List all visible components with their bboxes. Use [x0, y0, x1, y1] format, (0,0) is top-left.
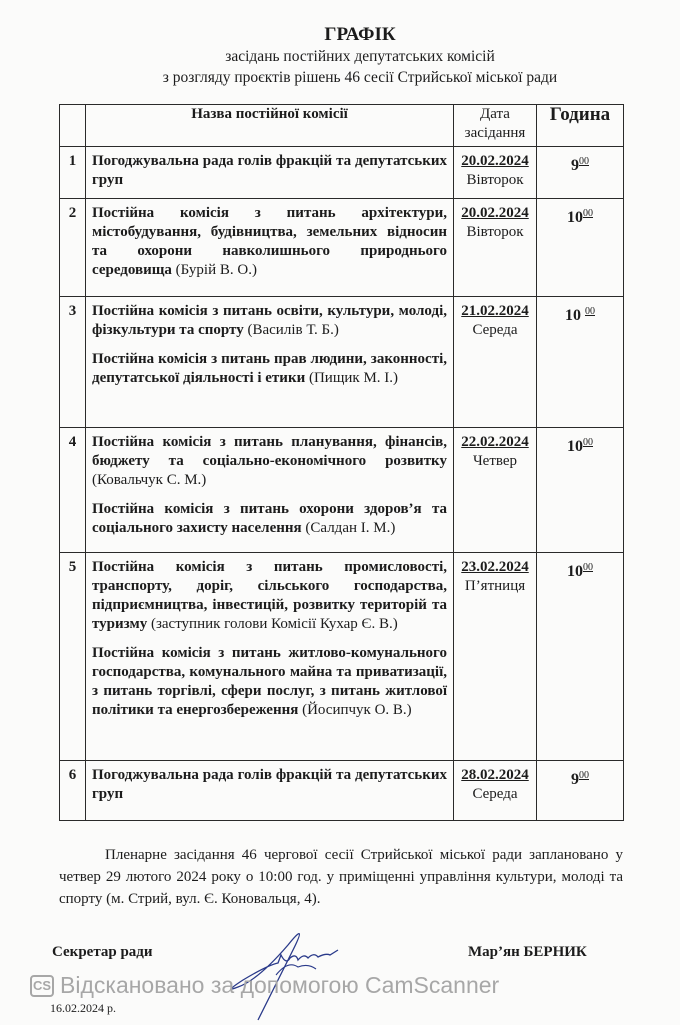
meeting-minutes: 00 [583, 562, 593, 573]
commission-entry [92, 152, 447, 190]
commission-title: Постійна комісія з питань охорони здоров’я та соціального захисту населення [92, 501, 447, 536]
meeting-minutes: 00 [579, 156, 589, 167]
meeting-date-cell [454, 199, 537, 297]
commission-title: Постійна комісія з питань планування, фінансів, бюджету та соціально-економічного розвитку [92, 434, 447, 469]
meeting-weekday: Вівторок [466, 172, 524, 188]
meeting-date-cell [454, 147, 537, 199]
document-header [0, 24, 680, 88]
meeting-minutes: 00 [583, 208, 593, 219]
meeting-date-cell [454, 428, 537, 553]
commission-title: Постійна комісія з питань освіти, культури, молоді, фізкультури та спорту [92, 303, 447, 338]
commission-names [86, 761, 454, 821]
meeting-hour: 9 [571, 157, 579, 174]
commission-names [86, 553, 454, 761]
meeting-weekday: П’ятниця [464, 578, 526, 594]
meeting-date: 23.02.2024 [461, 559, 529, 575]
meeting-weekday: Четвер [472, 453, 518, 469]
commission-entry [92, 204, 447, 280]
secretary-name: Мар’ян БЕРНИК [468, 944, 587, 960]
date-signed: 16.02.2024 р. [50, 1001, 116, 1015]
commission-head: (Салдан І. М.) [301, 520, 396, 536]
commission-head: (Василів Т. Б.) [243, 322, 339, 338]
document-subtitle-line1: засідань постійних депутатських комісій [225, 48, 495, 65]
commission-entry [92, 500, 447, 538]
meeting-hour: 10 [567, 438, 583, 455]
commission-entry [92, 350, 447, 388]
table-header-row [60, 105, 624, 147]
meeting-hour: 10 [565, 307, 585, 324]
row-number: 5 [60, 553, 86, 761]
table-row [60, 553, 624, 761]
table-row [60, 297, 624, 428]
meeting-date: 20.02.2024 [461, 205, 529, 221]
meeting-date: 22.02.2024 [461, 434, 529, 450]
commission-entry [92, 302, 447, 340]
table-row [60, 199, 624, 297]
commission-head: (Бурій В. О.) [171, 262, 257, 278]
camscanner-watermark [30, 972, 499, 999]
meeting-time [537, 761, 624, 821]
row-number: 4 [60, 428, 86, 553]
row-number: 2 [60, 199, 86, 297]
meeting-date: 20.02.2024 [461, 153, 529, 169]
meeting-minutes: 00 [585, 306, 595, 317]
commission-title: Погоджувальна рада голів фракцій та депутатських груп [92, 767, 447, 802]
meeting-hour: 10 [567, 209, 583, 226]
commission-entry [92, 433, 447, 490]
table-row [60, 147, 624, 199]
meeting-date-cell [454, 297, 537, 428]
commission-head: (заступник голови Комісії Кухар Є. В.) [147, 616, 398, 632]
camscanner-watermark-text: Відскановано за допомогою CamScanner [60, 972, 500, 998]
row-number: 1 [60, 147, 86, 199]
column-header-name: Назва постійної комісії [86, 105, 454, 147]
column-header-date-line1: Дата [480, 106, 510, 122]
row-number: 3 [60, 297, 86, 428]
meeting-time [537, 553, 624, 761]
meeting-time [537, 428, 624, 553]
meeting-time [537, 199, 624, 297]
meeting-minutes: 00 [583, 437, 593, 448]
table-row [60, 761, 624, 821]
commission-title: Постійна комісія з питань промисловості, транспорту, доріг, сільського господарства, підприємництва, інвестицій, розвитку територій та туризму [92, 559, 447, 632]
meeting-date: 28.02.2024 [461, 767, 529, 783]
commission-names [86, 297, 454, 428]
camscanner-logo-icon: CS [30, 975, 54, 997]
meeting-hour: 9 [571, 771, 579, 788]
meeting-hour: 10 [567, 563, 583, 580]
column-header-number [60, 105, 86, 147]
commission-title: Погоджувальна рада голів фракцій та депутатських груп [92, 153, 447, 188]
commission-title: Постійна комісія з питань житлово-комунального господарства, комунального майна та приватизації, з питань торгівлі, сфери послуг, з питань житлової політики та енергозбереження [92, 645, 447, 718]
commission-names [86, 147, 454, 199]
schedule-table [59, 104, 624, 821]
column-header-date [454, 105, 537, 147]
meeting-weekday: Вівторок [466, 224, 524, 240]
commission-names [86, 199, 454, 297]
commission-head: (Ковальчук С. М.) [92, 472, 207, 488]
column-header-date-line2: засідання [464, 125, 526, 141]
row-number: 6 [60, 761, 86, 821]
commission-names [86, 428, 454, 553]
meeting-date-cell [454, 761, 537, 821]
document-subtitle-line2: з розгляду проєктів рішень 46 сесії Стрийської міської ради [162, 69, 558, 86]
commission-title: Постійна комісія з питань архітектури, містобудування, будівництва, земельних відносин та охорони навколишнього природнього середовища [92, 205, 447, 278]
commission-entry [92, 558, 447, 634]
secretary-label: Секретар ради [52, 944, 153, 960]
meeting-weekday: Середа [472, 786, 518, 802]
commission-entry [92, 644, 447, 720]
meeting-time [537, 147, 624, 199]
commission-head: (Йосипчук О. В.) [298, 702, 412, 718]
meeting-time [537, 297, 624, 428]
column-header-time: Година [537, 105, 624, 147]
table-row [60, 428, 624, 553]
commission-title: Постійна комісія з питань прав людини, законності, депутатської діяльності і етики [92, 351, 447, 386]
meeting-weekday: Середа [472, 322, 518, 338]
meeting-date-cell [454, 553, 537, 761]
document-title: ГРАФІК [324, 24, 396, 45]
plenary-session-note: Пленарне засідання 46 чергової сесії Стрийської міської ради заплановано у четвер 29 лютого 2024 року о 10:00 год. у приміщенні управління культури, молоді та спорту (м. Стрий, вул. Є. Коновальця, 4). [59, 847, 623, 907]
meeting-minutes: 00 [579, 770, 589, 781]
commission-entry [92, 766, 447, 804]
commission-head: (Пищик М. І.) [305, 370, 399, 386]
meeting-date: 21.02.2024 [461, 303, 529, 319]
